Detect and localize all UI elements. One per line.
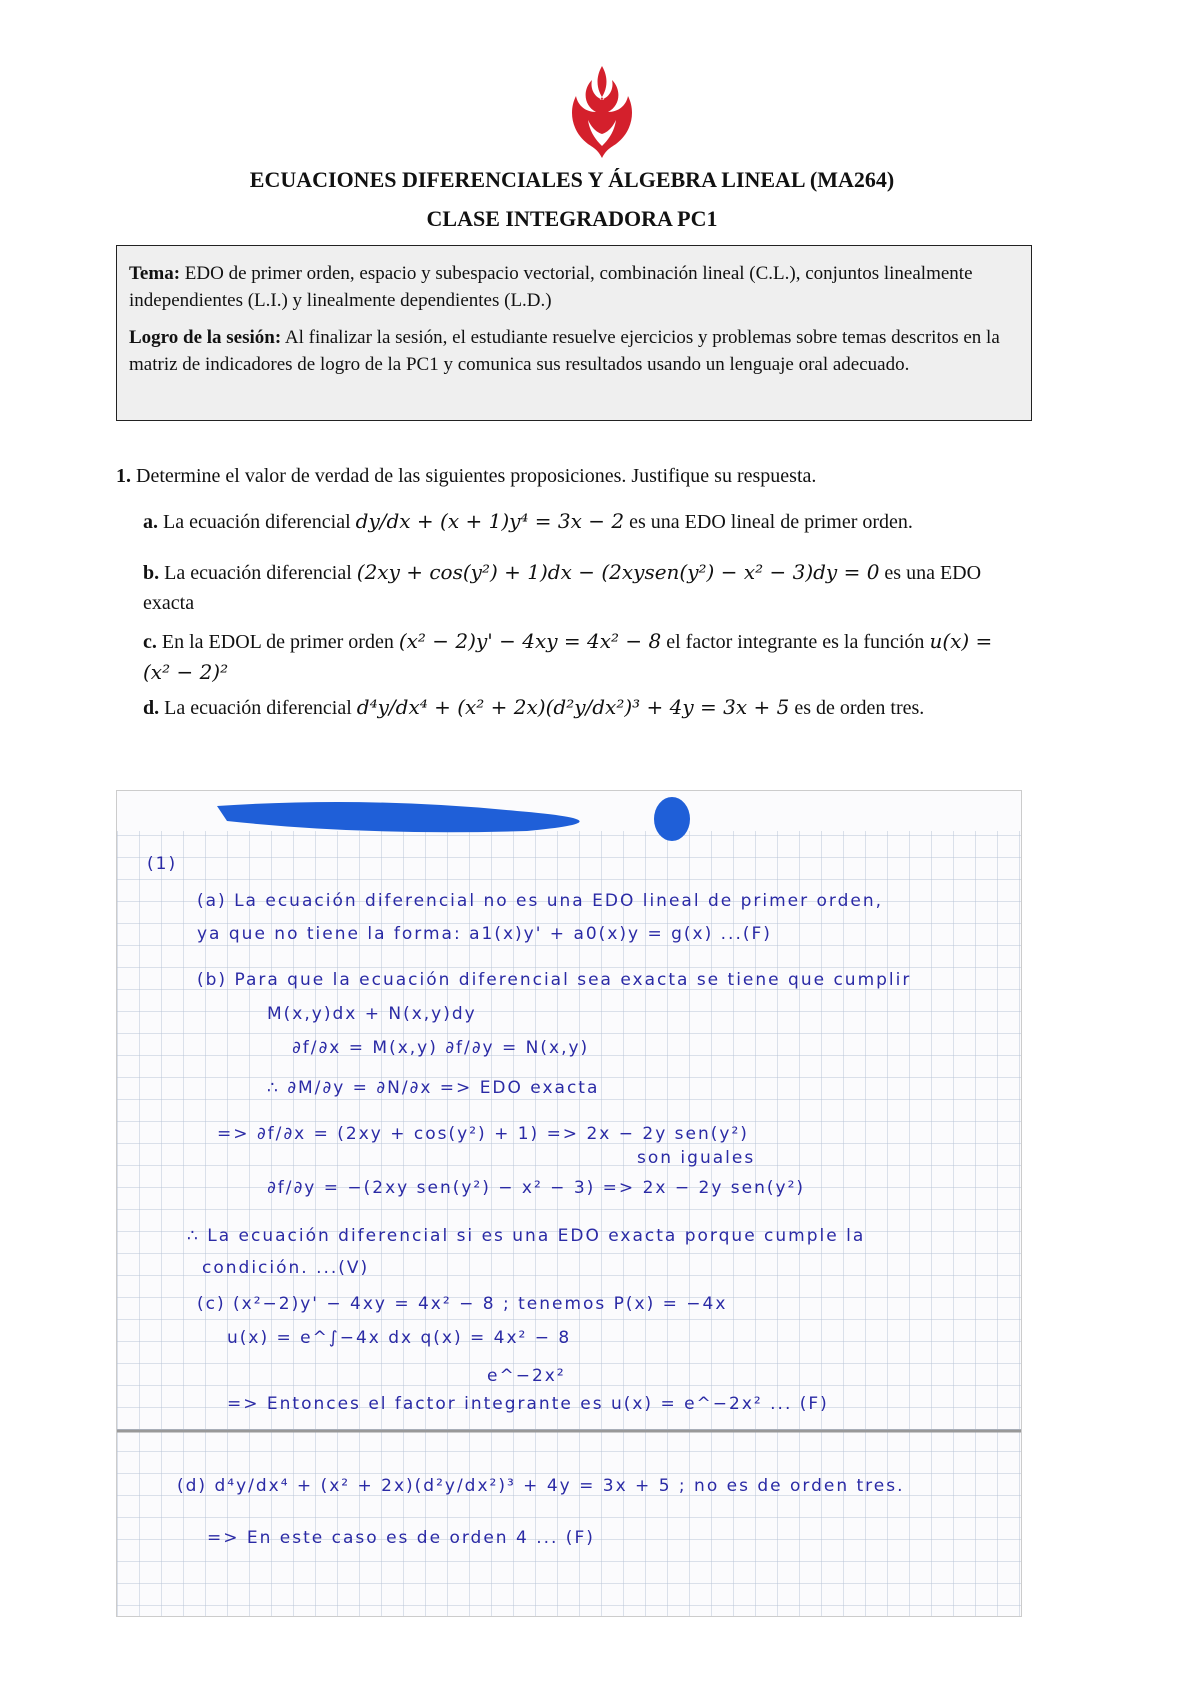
handwritten-line: => ∂f/∂x = (2xy + cos(y²) + 1) => 2x − 2y sen(y²) — [217, 1124, 749, 1144]
proposition-label: a. — [143, 511, 158, 533]
proposition-math: (2xy + cos(y²) + 1)dx − (2xysen(y²) − x² − 3)dy = 0 — [356, 560, 880, 584]
handwritten-line: u(x) = e^∫−4x dx q(x) = 4x² − 8 — [227, 1328, 572, 1348]
proposition-prefix: La ecuación diferencial — [164, 697, 352, 719]
proposition-b — [143, 557, 1023, 618]
handwritten-line: son iguales — [637, 1148, 756, 1168]
question-number: 1. — [116, 465, 131, 487]
proposition-math: d⁴y/dx⁴ + (x² + 2x)(d²y/dx²)³ + 4y = 3x + 5 — [356, 695, 790, 719]
proposition-d — [143, 692, 1023, 723]
upc-flame-logo-icon — [564, 62, 640, 158]
handwritten-line: (b) Para que la ecuación diferencial sea exacta se tiene que cumplir — [197, 970, 912, 990]
handwritten-line: (a) La ecuación diferencial no es una EDO lineal de primer orden, — [197, 891, 884, 911]
proposition-c — [143, 626, 1023, 688]
goal-text: Al finalizar la sesión, el estudiante resuelve ejercicios y problemas sobre temas descritos en la matriz de indicadores de logro de la PC1 y comunica sus resultados usando un lenguaje oral adecuado. — [129, 327, 1000, 375]
handwritten-line: ∴ ∂M/∂y = ∂N/∂x => EDO exacta — [267, 1078, 600, 1098]
topic-box — [116, 245, 1032, 421]
handwritten-line: => En este caso es de orden 4 ... (F) — [207, 1528, 595, 1548]
handwritten-line: condición. ...(V) — [202, 1258, 370, 1278]
proposition-prefix: En la EDOL de primer orden — [161, 631, 394, 653]
proposition-math-2: u(x) = (x² − 2)² — [143, 629, 993, 684]
handwritten-line: ∂f/∂y = −(2xy sen(y²) − x² − 3) => 2x − 2y sen(y²) — [267, 1178, 806, 1198]
class-title: CLASE INTEGRADORA PC1 — [426, 206, 718, 231]
proposition-math: dy/dx + (x + 1)y⁴ = 3x − 2 — [355, 509, 625, 533]
handwritten-line: (c) (x²−2)y' − 4xy = 4x² − 8 ; tenemos P(x) = −4x — [197, 1294, 728, 1314]
handwritten-line: (d) d⁴y/dx⁴ + (x² + 2x)(d²y/dx²)³ + 4y = 3x + 5 ; no es de orden tres. — [177, 1476, 905, 1496]
handwritten-line: ya que no tiene la forma: a1(x)y' + a0(x)y = g(x) ...(F) — [197, 924, 772, 944]
redaction-blot — [654, 797, 690, 841]
proposition-suffix: es de orden tres. — [794, 697, 925, 719]
proposition-prefix: La ecuación diferencial — [164, 562, 352, 584]
proposition-label: c. — [143, 631, 157, 653]
handwritten-line: ∴ La ecuación diferencial si es una EDO exacta porque cumple la — [187, 1226, 866, 1246]
proposition-a — [143, 506, 1023, 537]
proposition-math: (x² − 2)y' − 4xy = 4x² − 8 — [398, 629, 662, 653]
topic-paragraph — [129, 260, 1019, 314]
proposition-suffix: el factor integrante es la función — [666, 631, 925, 653]
handwritten-line: (1) — [147, 854, 178, 874]
handwritten-line: ∂f/∂x = M(x,y) ∂f/∂y = N(x,y) — [292, 1038, 590, 1058]
question-1 — [116, 465, 816, 488]
course-title: ECUACIONES DIFERENCIALES Y ÁLGEBRA LINEAL (MA264) — [249, 167, 895, 192]
goal-label: Logro de la sesión: — [129, 327, 282, 348]
proposition-label: d. — [143, 697, 160, 719]
topic-label: Tema: — [129, 263, 181, 284]
handwritten-solution-image — [116, 790, 1022, 1617]
proposition-prefix: La ecuación diferencial — [163, 511, 351, 533]
handwritten-line: => Entonces el factor integrante es u(x) = e^−2x² ... (F) — [227, 1394, 829, 1414]
handwritten-line: e^−2x² — [487, 1366, 566, 1386]
proposition-suffix: es una EDO lineal de primer orden. — [629, 511, 913, 533]
proposition-label: b. — [143, 562, 160, 584]
proposition-suffix: es una EDO exacta — [143, 562, 982, 614]
topic-text: EDO de primer orden, espacio y subespacio vectorial, combinación lineal (C.L.), conjuntos linealmente independientes (L.I.) y linealmente dependientes (L.D.) — [129, 263, 973, 311]
goal-paragraph — [129, 324, 1019, 378]
question-prompt: Determine el valor de verdad de las siguientes proposiciones. Justifique su respuesta. — [136, 465, 817, 487]
handwritten-line: M(x,y)dx + N(x,y)dy — [267, 1004, 477, 1024]
